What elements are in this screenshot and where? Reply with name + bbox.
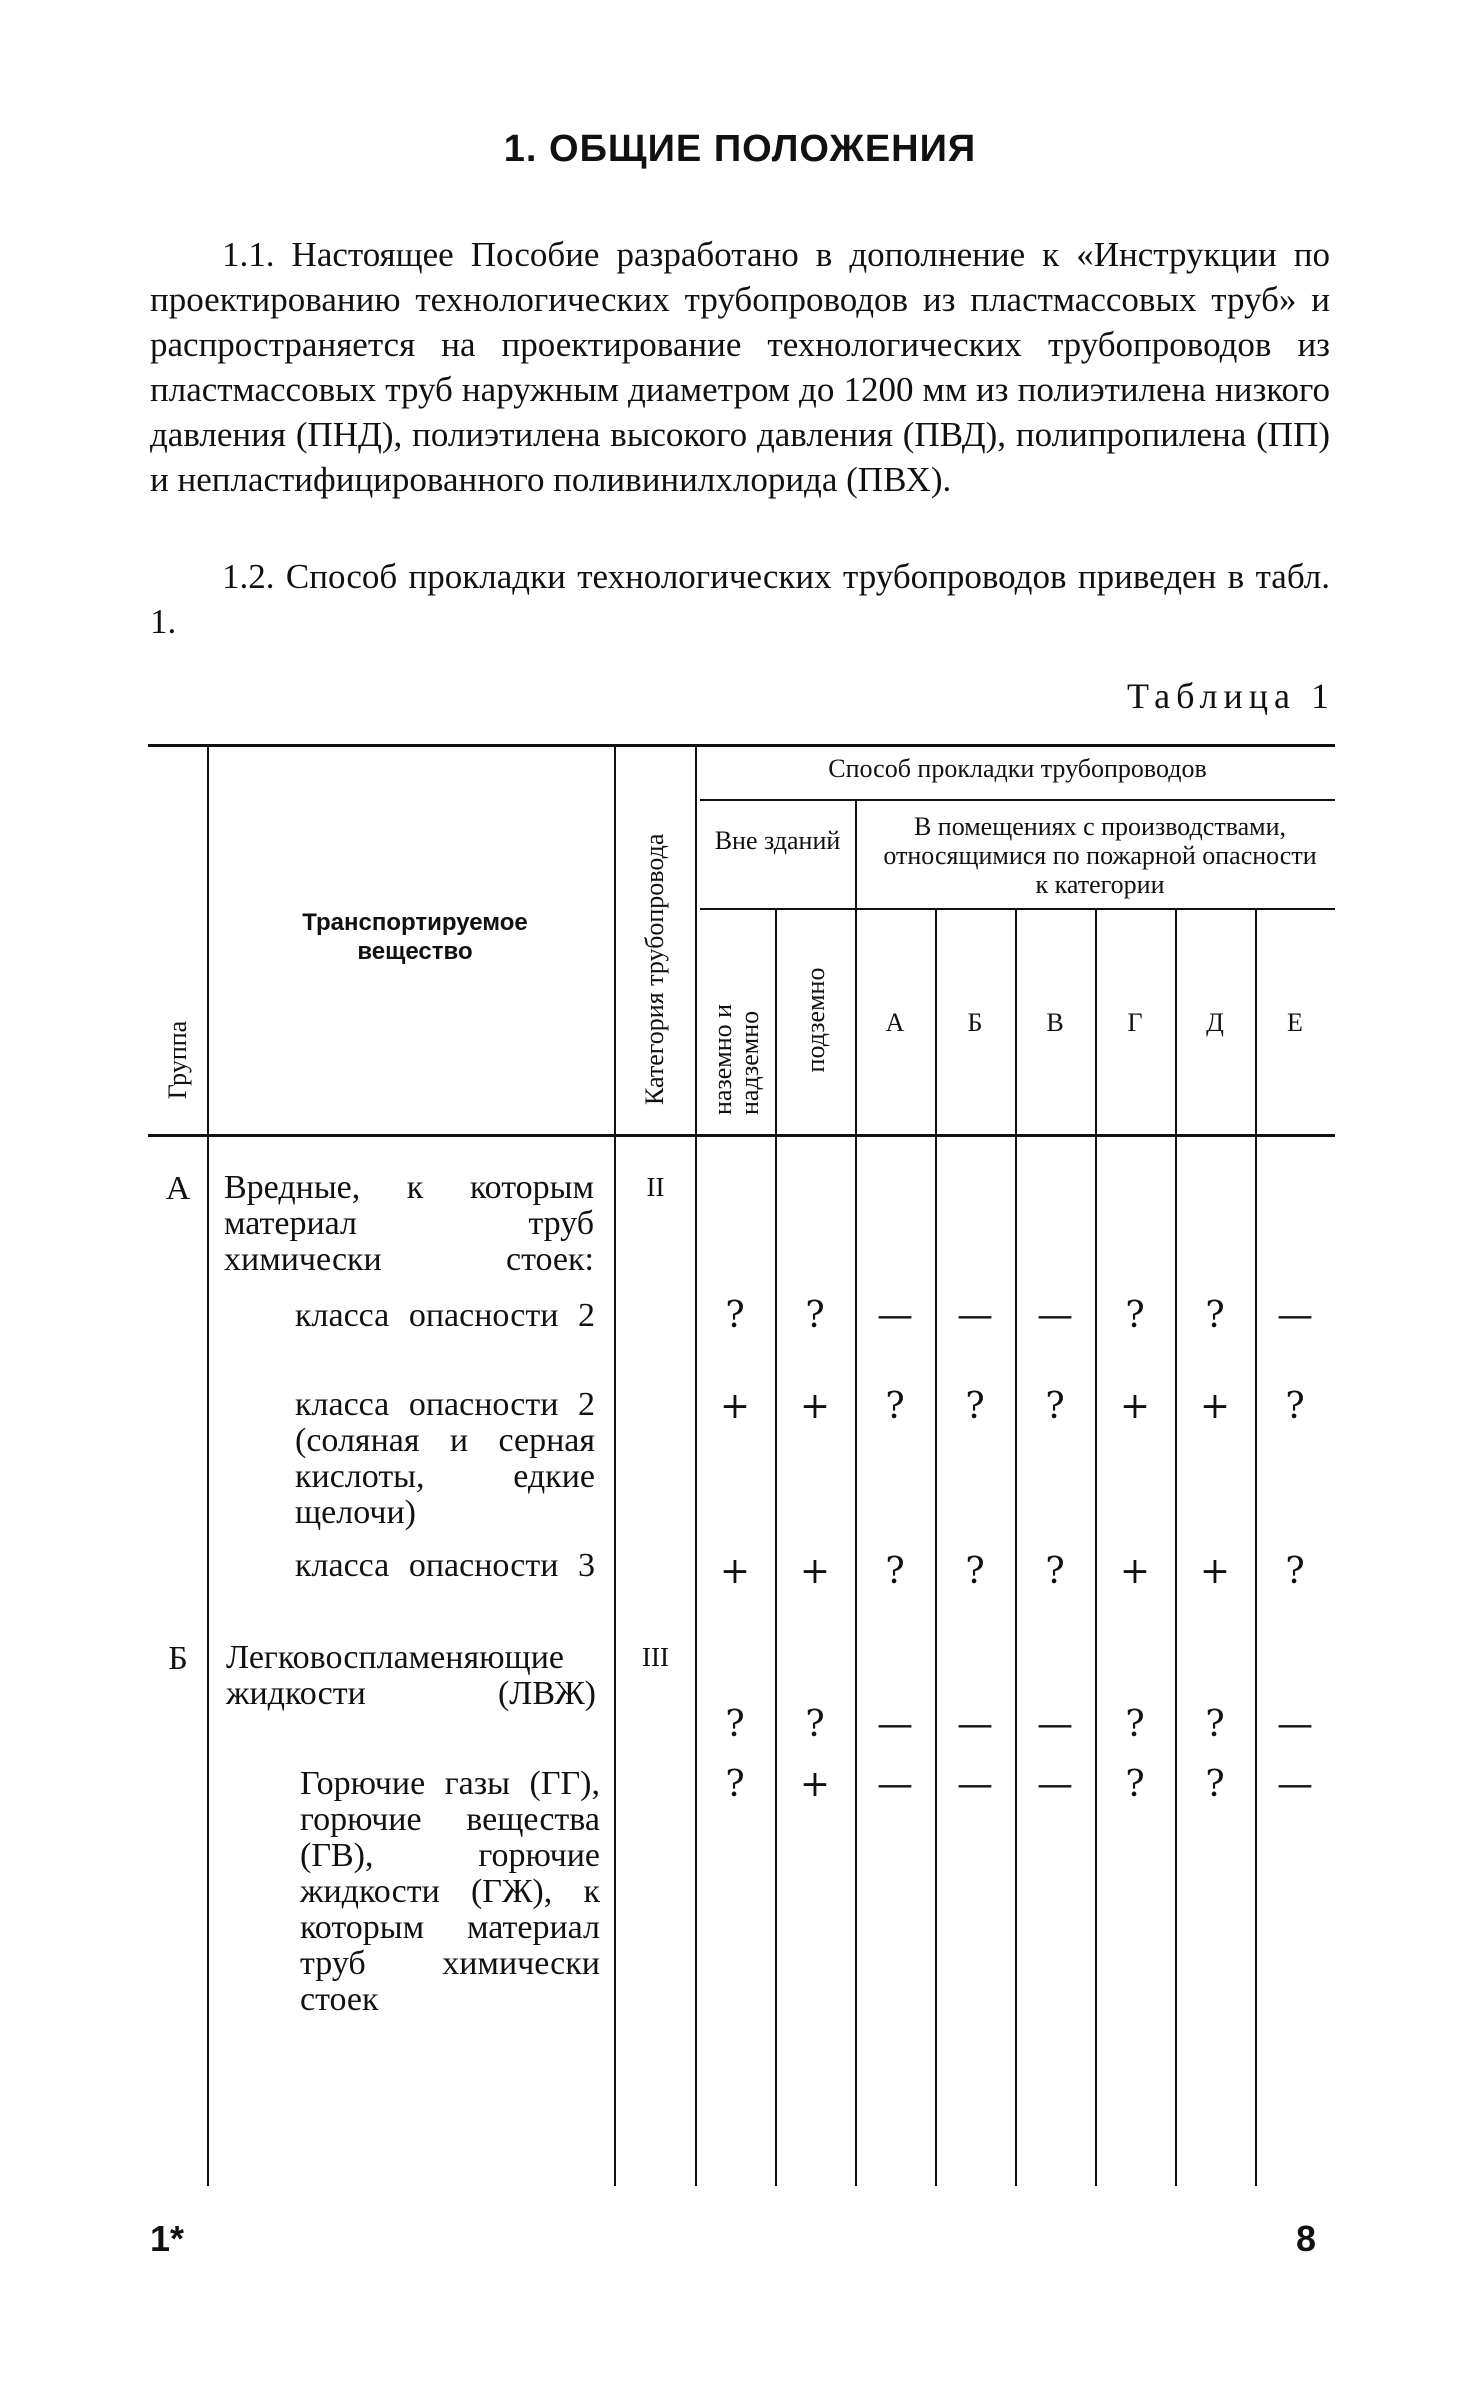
value-cell: — — [1037, 1764, 1073, 1805]
col-rule-a — [935, 908, 937, 2186]
value-cell: ? — [965, 1551, 985, 1592]
header-cat-g: Г — [1127, 1008, 1143, 1037]
paragraph-1-2: 1.2. Способ прокладки технологических трубопроводов приведен в табл. 1. — [150, 557, 1330, 641]
value-cell: + — [799, 1551, 831, 1592]
header-cat-v: В — [1046, 1008, 1064, 1037]
value-cell: — — [877, 1295, 913, 1336]
value-cell: ? — [805, 1295, 825, 1336]
value-cell: — — [957, 1295, 993, 1336]
row-label: класса опасности 3 — [295, 1547, 595, 1584]
value-cell: + — [1119, 1386, 1151, 1427]
header-cat-e: Е — [1287, 1008, 1303, 1037]
value-cell: ? — [1205, 1295, 1225, 1336]
value-cell: + — [719, 1386, 751, 1427]
value-cell: — — [1277, 1704, 1313, 1745]
col-rule-b — [1015, 908, 1017, 2186]
header-category: Категория трубопровода — [640, 833, 669, 1105]
group-code: Б — [168, 1640, 188, 1677]
value-cell: ? — [725, 1704, 745, 1745]
header-bottom-rule — [148, 1134, 1335, 1137]
value-cell: ? — [725, 1295, 745, 1336]
row-label: класса опасности 2 — [295, 1297, 595, 1334]
value-cell: + — [799, 1386, 831, 1427]
row-label: класса опасности 2 (соляная и серная кислоты, едкие щелочи) — [295, 1386, 595, 1531]
col-rule-substance — [614, 744, 616, 2186]
value-cell: ? — [965, 1386, 985, 1427]
col-rule-d — [1255, 908, 1257, 2186]
col-rule-g — [1175, 908, 1177, 2186]
value-cell: ? — [1125, 1764, 1145, 1805]
group-category: III — [642, 1642, 669, 1672]
group-name: Легковоспламеняющие жидкости (ЛВЖ) — [226, 1639, 596, 1712]
group-category: II — [646, 1172, 665, 1202]
value-cell: — — [1277, 1764, 1313, 1805]
value-cell: — — [957, 1764, 993, 1805]
sub-header-rule — [700, 908, 1335, 910]
method-header-rule — [700, 799, 1335, 801]
value-cell: ? — [1285, 1551, 1305, 1592]
value-cell: + — [1119, 1551, 1151, 1592]
value-cell: — — [1037, 1295, 1073, 1336]
col-rule-above — [775, 908, 777, 2186]
value-cell: ? — [1045, 1551, 1065, 1592]
value-cell: ? — [885, 1386, 905, 1427]
table-top-rule — [148, 744, 1335, 747]
group-code: А — [165, 1170, 191, 1207]
signature-mark: 1* — [150, 2218, 185, 2259]
value-cell: ? — [725, 1764, 745, 1805]
section-title: 1. ОБЩИЕ ПОЛОЖЕНИЯ — [503, 128, 977, 170]
header-cat-d: Д — [1206, 1008, 1224, 1037]
col-rule-group — [207, 744, 209, 2186]
value-cell: — — [877, 1704, 913, 1745]
value-cell: ? — [1125, 1295, 1145, 1336]
value-cell: ? — [1285, 1386, 1305, 1427]
value-cell: — — [1037, 1704, 1073, 1745]
value-cell: + — [1199, 1551, 1231, 1592]
header-cat-b: Б — [967, 1008, 983, 1037]
value-cell: ? — [1205, 1704, 1225, 1745]
value-cell: ? — [885, 1551, 905, 1592]
value-cell: — — [957, 1704, 993, 1745]
value-cell: + — [719, 1551, 751, 1592]
header-method: Способ прокладки трубопроводов — [828, 754, 1207, 783]
header-outside: Вне зданий — [714, 826, 841, 855]
value-cell: ? — [1205, 1764, 1225, 1805]
col-rule-v — [1095, 908, 1097, 2186]
header-under: подземно — [801, 967, 830, 1073]
value-cell: — — [877, 1764, 913, 1805]
header-group: Группа — [163, 1020, 192, 1100]
row-label: Горючие газы (ГГ), горючие вещества (ГВ), горючие жидкости (ГЖ), к которым материал труб химически стоек — [300, 1765, 600, 2018]
value-cell: + — [1199, 1386, 1231, 1427]
group-name: Вредные, к которым материал труб химически стоек: — [224, 1169, 594, 1278]
page-number: 8 — [1296, 2218, 1317, 2259]
paragraph-1-1: 1.1. Настоящее Пособие разработано в дополнение к «Инструкции по проектированию технологических трубопроводов из пластмассовых труб» и распространяется на проектирование технологических трубопроводов из пластмассовых труб наружным диаметром до 1200 мм из полиэтилена низкого давления (ПНД), полиэтилена высокого давления (ПВД), полипропилена (ПП) и непластифицированного поливинилхлорида (ПВХ). — [150, 235, 1330, 499]
header-above: наземно и надземно — [708, 1003, 764, 1115]
value-cell: ? — [1125, 1704, 1145, 1745]
header-inside: В помещениях с производствами, относящимися по пожарной опасности к категории — [883, 812, 1317, 899]
header-substance: Транспортируемое вещество — [302, 909, 528, 965]
value-cell: — — [1277, 1295, 1313, 1336]
value-cell: ? — [805, 1704, 825, 1745]
value-cell: + — [799, 1764, 831, 1805]
table-caption: Таблица 1 — [1127, 676, 1335, 716]
col-rule-category — [695, 744, 697, 2186]
value-cell: ? — [1045, 1386, 1065, 1427]
header-cat-a: А — [885, 1008, 905, 1037]
